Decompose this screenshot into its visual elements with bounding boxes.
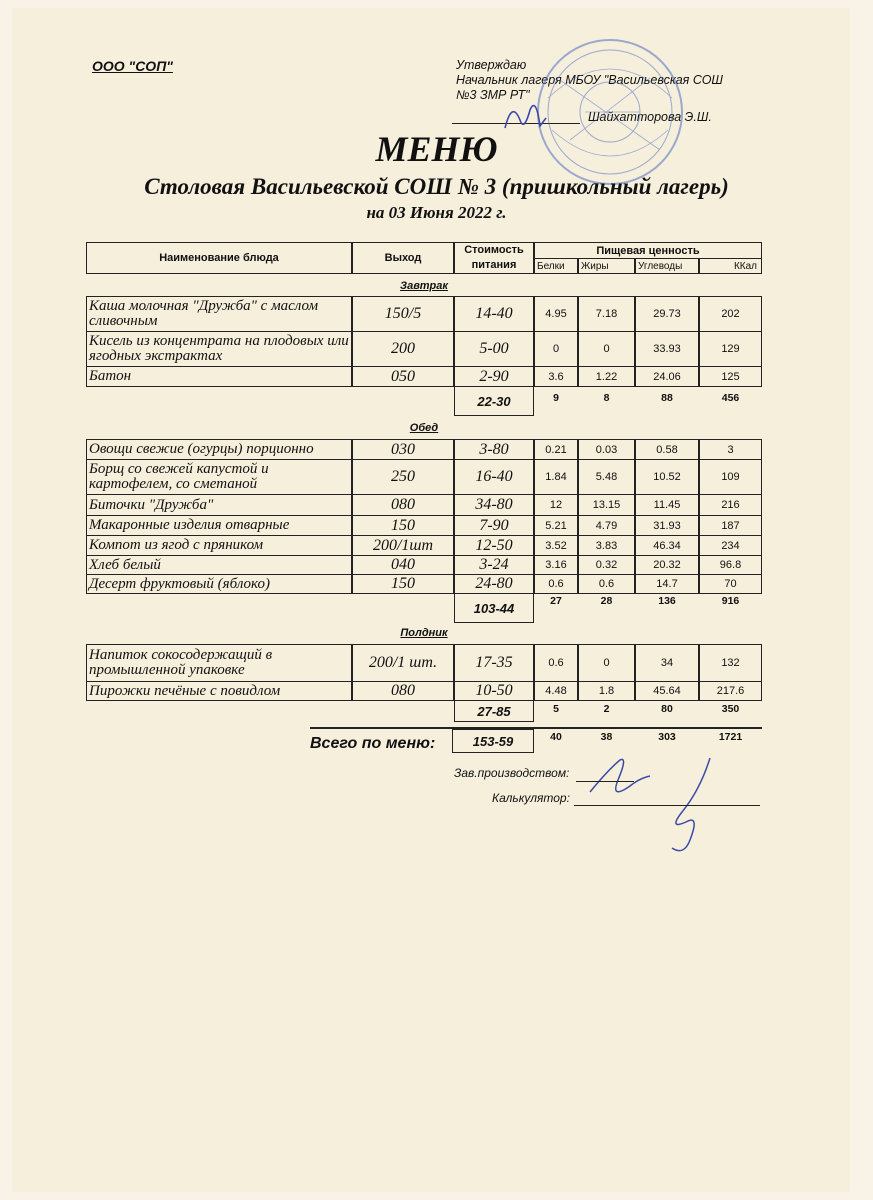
dish-kcal: 187: [699, 515, 762, 536]
dish-yield: 250: [352, 459, 454, 495]
dish-name: Пирожки печёные с повидлом: [86, 681, 352, 701]
grand-total-label: Всего по меню:: [310, 735, 436, 752]
dish-carbs: 31.93: [635, 515, 699, 536]
dish-proteins: 5.21: [534, 515, 578, 536]
dish-cost: 16-40: [454, 459, 534, 495]
dish-proteins: 0.6: [534, 644, 578, 682]
header-proteins: Белки: [534, 258, 578, 274]
total-cost: 22-30: [454, 386, 534, 416]
total-fats: 2: [603, 703, 610, 715]
total-carbs: 136: [658, 595, 676, 607]
dish-cost: 14-40: [454, 296, 534, 332]
total-cost: 103-44: [454, 593, 534, 623]
dish-yield: 040: [352, 555, 454, 575]
approval-signature: [505, 106, 546, 128]
dish-proteins: 1.84: [534, 459, 578, 495]
dish-carbs: 20.32: [635, 555, 699, 575]
grand-total-divider: [310, 727, 762, 729]
dish-proteins: 3.6: [534, 366, 578, 387]
dish-yield: 080: [352, 494, 454, 516]
dish-proteins: 0.21: [534, 439, 578, 460]
dish-carbs: 24.06: [635, 366, 699, 387]
manager-signature: [590, 759, 650, 792]
header-carbs: Углеводы: [635, 258, 699, 274]
dish-cost: 3-24: [454, 555, 534, 575]
grand-total-proteins: 40: [550, 731, 562, 743]
dish-cost: 12-50: [454, 535, 534, 556]
dish-kcal: 3: [699, 439, 762, 460]
section-title-lunch: Обед: [409, 422, 439, 434]
dish-yield: 080: [352, 681, 454, 701]
dish-cost: 10-50: [454, 681, 534, 701]
dish-name: Каша молочная "Дружба" с маслом сливочным: [86, 296, 352, 332]
dish-fats: 1.22: [578, 366, 635, 387]
total-proteins: 9: [553, 392, 559, 404]
dish-fats: 13.15: [578, 494, 635, 516]
dish-carbs: 0.58: [635, 439, 699, 460]
total-carbs: 88: [661, 392, 673, 404]
dish-name: Макаронные изделия отварные: [86, 515, 352, 536]
total-carbs: 80: [661, 703, 673, 715]
header-cost: Стоимость питания: [454, 242, 534, 274]
dish-cost: 2-90: [454, 366, 534, 387]
approver-school: №3 ЗМР РТ": [456, 88, 530, 102]
total-kcal: 350: [721, 703, 740, 715]
dish-name: Биточки "Дружба": [86, 494, 352, 516]
dish-cost: 7-90: [454, 515, 534, 536]
dish-name: Борщ со свежей капустой и картофелем, со сметаной: [86, 459, 352, 495]
page-title: МЕНЮ: [375, 129, 498, 169]
total-proteins: 27: [550, 595, 562, 607]
production-manager-label: Зав.производством:: [454, 766, 570, 780]
dish-yield: 150/5: [352, 296, 454, 332]
production-manager-signature-line: [576, 781, 634, 782]
dish-proteins: 12: [534, 494, 578, 516]
dish-fats: 3.83: [578, 535, 635, 556]
dish-name: Кисель из концентрата на плодовых или ягодных экстрактах: [86, 331, 352, 367]
approver-position: Начальник лагеря МБОУ "Васильевская СОШ: [456, 73, 723, 87]
grand-total-fats: 38: [600, 731, 613, 743]
dish-yield: 150: [352, 574, 454, 594]
total-kcal: 916: [721, 595, 740, 607]
dish-fats: 0: [578, 644, 635, 682]
grand-total-cost: 153-59: [452, 729, 534, 753]
calculator-label: Калькулятор:: [492, 791, 570, 805]
dish-cost: 24-80: [454, 574, 534, 594]
total-fats: 28: [600, 595, 613, 607]
dish-fats: 4.79: [578, 515, 635, 536]
header-nutrition: Пищевая ценность: [534, 242, 762, 259]
dish-carbs: 33.93: [635, 331, 699, 367]
section-title-breakfast: Завтрак: [400, 280, 448, 292]
dish-carbs: 45.64: [635, 681, 699, 701]
page-subtitle: Столовая Васильевской СОШ № 3 (пришкольный лагерь): [144, 174, 729, 199]
dish-name: Десерт фруктовый (яблоко): [86, 574, 352, 594]
dish-carbs: 29.73: [635, 296, 699, 332]
dish-fats: 7.18: [578, 296, 635, 332]
calculator-signature-line: [574, 805, 760, 806]
total-fats: 8: [603, 392, 610, 404]
dish-kcal: 217.6: [699, 681, 762, 701]
dish-fats: 1.8: [578, 681, 635, 701]
dish-proteins: 4.48: [534, 681, 578, 701]
dish-kcal: 70: [699, 574, 762, 594]
header-yield: Выход: [352, 242, 454, 274]
approve-label: Утверждаю: [456, 58, 527, 72]
dish-fats: 5.48: [578, 459, 635, 495]
dish-carbs: 14.7: [635, 574, 699, 594]
dish-fats: 0.32: [578, 555, 635, 575]
dish-carbs: 34: [635, 644, 699, 682]
dish-name: Напиток сокосодержащий в промышленной упаковке: [86, 644, 352, 682]
header-dish: Наименование блюда: [86, 242, 352, 274]
dish-yield: 200/1шт: [352, 535, 454, 556]
total-kcal: 456: [721, 392, 740, 404]
dish-cost: 17-35: [454, 644, 534, 682]
dish-cost: 34-80: [454, 494, 534, 516]
dish-fats: 0.03: [578, 439, 635, 460]
total-cost: 27-85: [454, 700, 534, 722]
organization-name: ООО "СОП": [92, 58, 173, 74]
dish-kcal: 132: [699, 644, 762, 682]
dish-yield: 050: [352, 366, 454, 387]
dish-cost: 5-00: [454, 331, 534, 367]
dish-name: Батон: [86, 366, 352, 387]
dish-cost: 3-80: [454, 439, 534, 460]
dish-kcal: 125: [699, 366, 762, 387]
dish-kcal: 202: [699, 296, 762, 332]
header-fats: Жиры: [578, 258, 635, 274]
dish-carbs: 46.34: [635, 535, 699, 556]
header-kcal: ККал: [699, 258, 762, 274]
dish-yield: 200/1 шт.: [352, 644, 454, 682]
total-proteins: 5: [553, 703, 559, 715]
section-title-snack: Полдник: [400, 627, 448, 639]
grand-total-kcal: 1721: [718, 731, 743, 743]
approver-name: Шайхатторова Э.Ш.: [588, 110, 712, 124]
dish-kcal: 216: [699, 494, 762, 516]
dish-proteins: 3.16: [534, 555, 578, 575]
dish-proteins: 0.6: [534, 574, 578, 594]
dish-kcal: 234: [699, 535, 762, 556]
dish-name: Компот из ягод с пряником: [86, 535, 352, 556]
dish-fats: 0.6: [578, 574, 635, 594]
dish-kcal: 96.8: [699, 555, 762, 575]
dish-proteins: 3.52: [534, 535, 578, 556]
dish-kcal: 109: [699, 459, 762, 495]
dish-carbs: 11.45: [635, 494, 699, 516]
dish-yield: 030: [352, 439, 454, 460]
menu-date: на 03 Июня 2022 г.: [366, 203, 507, 222]
dish-carbs: 10.52: [635, 459, 699, 495]
dish-name: Овощи свежие (огурцы) порционно: [86, 439, 352, 460]
dish-name: Хлеб белый: [86, 555, 352, 575]
grand-total-carbs: 303: [658, 731, 676, 743]
dish-kcal: 129: [699, 331, 762, 367]
dish-yield: 150: [352, 515, 454, 536]
dish-proteins: 0: [534, 331, 578, 367]
dish-fats: 0: [578, 331, 635, 367]
dish-proteins: 4.95: [534, 296, 578, 332]
dish-yield: 200: [352, 331, 454, 367]
